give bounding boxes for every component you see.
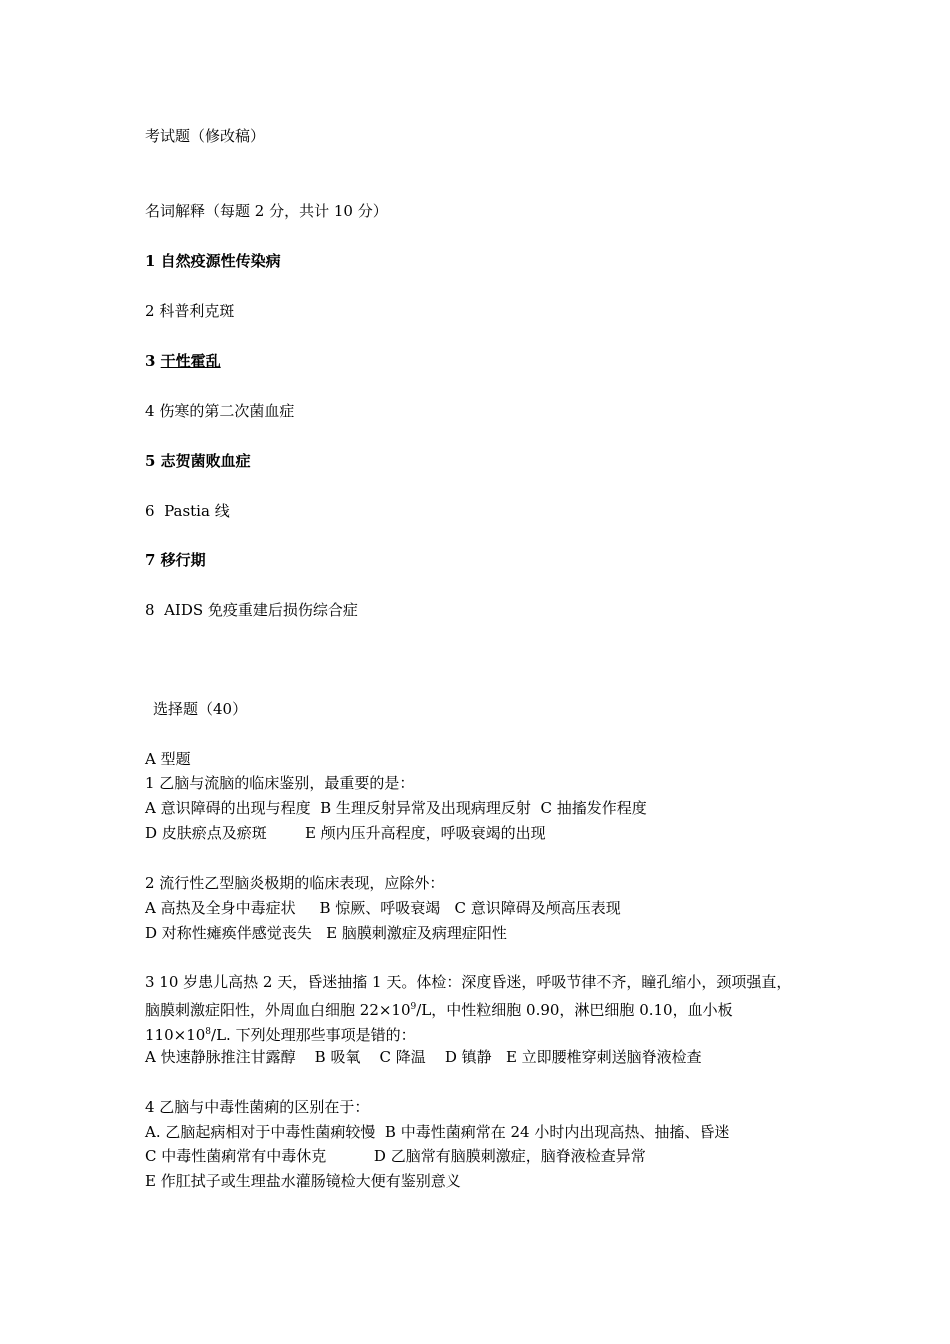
- term-number: 4: [145, 402, 155, 420]
- question-type-label: A 型题: [145, 750, 191, 768]
- term-text: 志贺菌败血症: [160, 452, 251, 470]
- question-4-options-line: E 作肛拭子或生理盐水灌肠镜检大便有鉴别意义: [145, 1172, 461, 1190]
- term-number: 5: [145, 452, 156, 470]
- term-item: [145, 251, 281, 271]
- question-2-options-line: A 高热及全身中毒症状 B 惊厥、呼吸衰竭 C 意识障碍及颅高压表现: [145, 899, 621, 917]
- term-number: 6: [145, 502, 155, 520]
- term-number: 1: [145, 252, 156, 270]
- term-text: 科普利克斑: [159, 302, 235, 320]
- term-text: AIDS 免疫重建后损伤综合症: [159, 601, 358, 619]
- question-2-options-line: D 对称性瘫痪伴感觉丧失 E 脑膜刺激症及病理症阳性: [145, 924, 507, 942]
- question-3-options-line: A 快速静脉推注甘露醇 B 吸氧 C 降温 D 镇静 E 立即腰椎穿刺送脑脊液检查: [145, 1048, 702, 1066]
- term-item: [145, 550, 206, 570]
- document-title: 考试题（修改稿）: [145, 127, 266, 145]
- stem-text: /L，中性粒细胞 0.90，淋巴细胞 0.10，血小板: [416, 1001, 733, 1019]
- term-item: [145, 501, 230, 521]
- question-3-stem-line: 3 10 岁患儿高热 2 天，昏迷抽搐 1 天。体检：深度昏迷，呼吸节律不齐，瞳孔缩小，颈项强直，: [145, 973, 792, 991]
- term-item: [145, 351, 221, 371]
- question-1-options-line: A 意识障碍的出现与程度 B 生理反射异常及出现病理反射 C 抽搐发作程度: [145, 799, 647, 817]
- superscript-exponent: 9: [410, 1002, 417, 1012]
- term-text: 移行期: [160, 551, 206, 569]
- superscript-exponent: 8: [205, 1027, 212, 1037]
- question-4-stem: 4 乙脑与中毒性菌痢的区别在于：: [145, 1098, 370, 1116]
- question-1-options-line: D 皮肤瘀点及瘀斑 E 颅内压升高程度，呼吸衰竭的出现: [145, 824, 546, 842]
- term-item: [145, 401, 294, 421]
- term-number: 2: [145, 302, 155, 320]
- term-item: [145, 600, 358, 620]
- question-3-stem-line: [145, 1022, 416, 1045]
- question-4-options-line: A. 乙脑起病相对于中毒性菌痢较慢 B 中毒性菌痢常在 24 小时内出现高热、抽搐、昏迷: [145, 1123, 730, 1141]
- question-3-stem-line: [145, 997, 733, 1020]
- term-text: 干性霍乱: [160, 352, 221, 370]
- stem-text: /L. 下列处理那些事项是错的：: [211, 1026, 416, 1044]
- term-item: [145, 301, 234, 321]
- term-number: 7: [145, 551, 156, 569]
- stem-text: 脑膜刺激症阳性，外周血白细胞 22×10: [145, 1001, 411, 1019]
- section-heading-choice: 选择题（40）: [153, 700, 248, 718]
- term-number: 8: [145, 601, 155, 619]
- term-number: 3: [145, 352, 156, 370]
- term-item: [145, 451, 251, 471]
- question-2-stem: 2 流行性乙型脑炎极期的临床表现，应除外：: [145, 874, 445, 892]
- section-heading-terms: 名词解释（每题 2 分，共计 10 分）: [145, 202, 388, 220]
- stem-text: 110×10: [145, 1026, 206, 1044]
- term-text: Pastia 线: [159, 502, 230, 520]
- term-text: 自然疫源性传染病: [160, 252, 281, 270]
- term-text: 伤寒的第二次菌血症: [159, 402, 295, 420]
- question-4-options-line: C 中毒性菌痢常有中毒休克 D 乙脑常有脑膜刺激症，脑脊液检查异常: [145, 1147, 646, 1165]
- question-1-stem: 1 乙脑与流脑的临床鉴别，最重要的是：: [145, 774, 415, 792]
